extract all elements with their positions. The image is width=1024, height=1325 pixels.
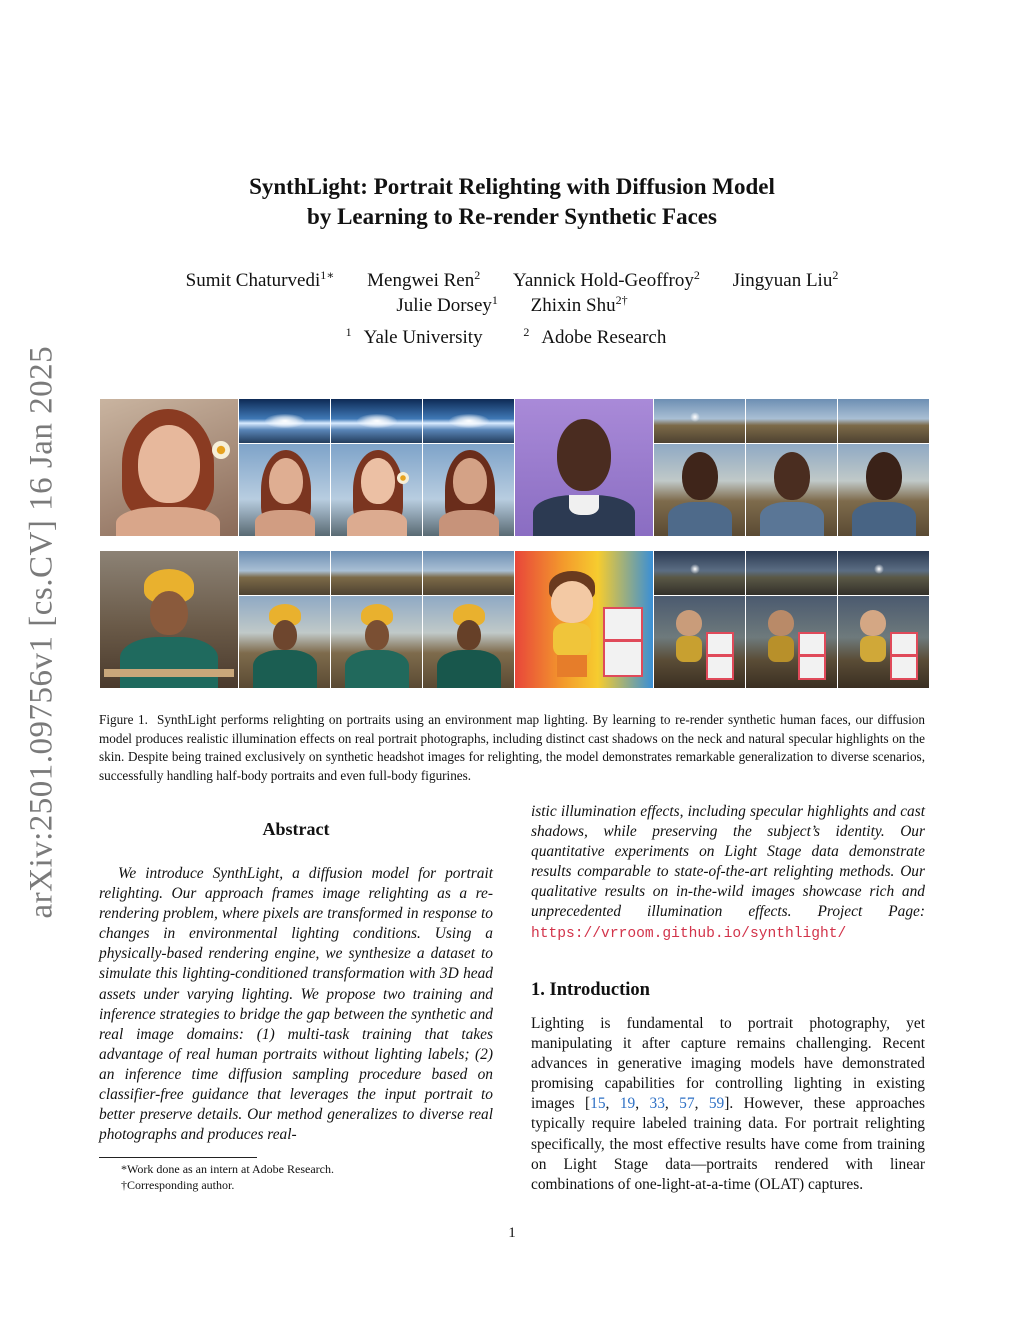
environment-map — [423, 551, 514, 595]
author: Julie Dorsey$^1$ — [396, 293, 498, 316]
relit-result-column — [746, 551, 837, 688]
input-portrait-man — [515, 399, 653, 536]
relit-result-column — [239, 551, 330, 688]
environment-map — [654, 399, 745, 443]
environment-map — [331, 399, 422, 443]
affiliation: $^1$ Yale University — [345, 325, 483, 348]
caption-label: Figure 1. — [99, 712, 148, 727]
abstract-continued — [531, 802, 925, 944]
introduction-heading: 1. Introduction — [531, 980, 650, 1000]
relit-portrait — [331, 444, 422, 536]
relit-figurine — [746, 596, 837, 688]
paper-title — [120, 172, 904, 232]
relit-result-column — [654, 399, 745, 536]
author: Mengwei Ren$^2$ — [367, 268, 481, 291]
input-portrait-woman — [100, 399, 238, 536]
environment-map — [239, 551, 330, 595]
citation-link[interactable]: 59 — [708, 1095, 725, 1113]
arxiv-identifier: arXiv:2501.09756v1 [cs.CV] 16 Jan 2025 — [23, 345, 60, 919]
citation-link[interactable]: 19 — [619, 1095, 636, 1113]
environment-map — [331, 551, 422, 595]
citation-link[interactable]: 15 — [590, 1095, 606, 1113]
relit-result-column — [331, 399, 422, 536]
author: Sumit Chaturvedi$^{1∗}$ — [185, 268, 335, 291]
abstract-heading: Abstract — [262, 819, 330, 839]
environment-map — [838, 551, 929, 595]
author-list — [100, 268, 924, 318]
environment-map — [746, 551, 837, 595]
relit-portrait — [423, 596, 514, 688]
page-number: 1 — [508, 1225, 516, 1241]
footnote: *Work done as an intern at Adobe Research. — [121, 1162, 334, 1176]
footnote: †Corresponding author. — [121, 1178, 235, 1192]
relit-result-column — [239, 399, 330, 536]
abstract-text: We introduce SynthLight, a diffusion model for portrait relighting. Our approach frames image relighting as a re-rendering problem, where pixels are transformed in response to changes in environmental lighting conditions. Using a physically-based rendering engine, we synthesize a dataset to simulate this lighting-conditioned transformation with 3D head assets under varying lighting. We propose two training and inference strategies to bridge the gap between the synthetic and real image domains: (1) multi-task training that takes advantage of real human portraits without lighting labels; (2) an inference time diffusion sampling procedure based on classifier-free guidance that leverages the input portrait to better preserve details. Our method generalizes to diverse real photographs and produces real- — [99, 865, 493, 1144]
relit-result-column — [423, 399, 514, 536]
title-line-1: SynthLight: Portrait Relighting with Diffusion Model — [249, 174, 775, 199]
title-line-2: by Learning to Re-render Synthetic Faces — [307, 204, 717, 229]
caption-text: SynthLight performs relighting on portraits using an environment map lighting. By learning to re-render synthetic human faces, our diffusion model produces realistic illumination effects on real portrait photographs, including distinct cast shadows on the neck and natural specular highlights on the skin. Despite being trained exclusively on synthetic headshot images for relighting, the model demonstrates remarkable generalization to diverse scenarios, successfully handling half-body portraits and even full-body figurines. — [99, 712, 925, 783]
citation-link[interactable]: 33 — [649, 1095, 665, 1113]
relit-result-column — [654, 551, 745, 688]
relit-portrait — [746, 444, 837, 536]
input-portrait-turban-man — [100, 551, 238, 688]
relit-result-column — [838, 551, 929, 688]
figure-row-2 — [100, 551, 925, 688]
relit-portrait — [423, 444, 514, 536]
project-page-link[interactable]: https://vrroom.github.io/synthlight/ — [531, 925, 847, 942]
input-figurine — [515, 551, 653, 688]
relit-portrait — [331, 596, 422, 688]
citation-link[interactable]: 57 — [679, 1095, 695, 1113]
figure-caption — [99, 711, 925, 785]
relit-portrait — [654, 444, 745, 536]
environment-map — [239, 399, 330, 443]
environment-map — [746, 399, 837, 443]
environment-map — [423, 399, 514, 443]
affiliation: $^2$ Adobe Research — [523, 325, 667, 348]
affiliations — [100, 327, 924, 349]
relit-result-column — [746, 399, 837, 536]
relit-portrait — [838, 444, 929, 536]
introduction-text: Lighting is fundamental to portrait photography, yet manipulating it after capture remains challenging. Recent advances in generative imaging models have demonstrated promising capabilities for controlling lighting in existing images [15, 19, 33, 57, 59]. However, these approaches typically require labeled training data. For portrait relighting specifically, the most effective results have come from training on Light Stage data—portraits rendered with linear combinations of one-light-at-a-time (OLAT) captures. — [531, 1015, 925, 1193]
environment-map — [654, 551, 745, 595]
footnote-rule — [99, 1157, 257, 1158]
abstract-text-continued: istic illumination effects, including specular highlights and cast shadows, while preserving the subject’s identity. Our quantitative experiments on Light Stage data demonstrate results comparable to state-of-the-art relighting methods. Our qualitative results on in-the-wild images showcase rich and unprecedented illumination effects. Project Page: — [531, 803, 925, 921]
relit-figurine — [838, 596, 929, 688]
relit-result-column — [838, 399, 929, 536]
relit-portrait — [239, 444, 330, 536]
relit-result-column — [331, 551, 422, 688]
figure-row-1 — [100, 399, 925, 536]
author: Zhixin Shu$^{2\dagger}$ — [530, 293, 628, 316]
relit-result-column — [423, 551, 514, 688]
relit-portrait — [239, 596, 330, 688]
footnotes — [99, 1161, 493, 1193]
author: Jingyuan Liu$^2$ — [732, 268, 839, 291]
environment-map — [838, 399, 929, 443]
author: Yannick Hold-Geoffroy$^2$ — [513, 268, 700, 291]
relit-figurine — [654, 596, 745, 688]
